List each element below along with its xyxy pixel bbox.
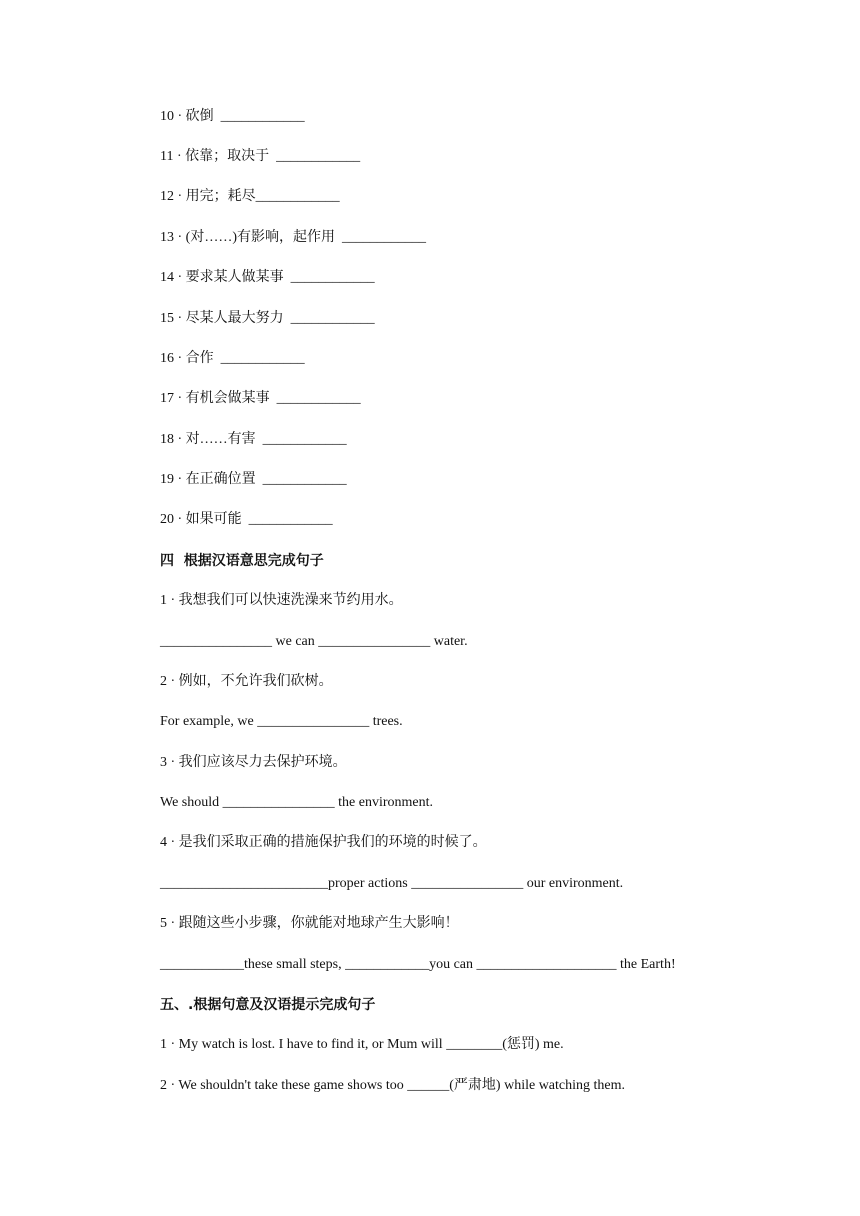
s4-item-3-chinese: 3 · 我们应该尽力去保护环境。 — [160, 755, 347, 770]
s4-item-4-chinese: 4 · 是我们采取正确的措施保护我们的环境的时候了。 — [160, 835, 487, 850]
vocab-item-12: 12 · 用完；耗尽____________ — [160, 189, 340, 204]
s4-item-2-chinese: 2 · 例如，不允许我们砍树。 — [160, 674, 333, 689]
vocab-item-15: 15 · 尽某人最大努力 ____________ — [160, 311, 375, 326]
vocab-item-14: 14 · 要求某人做某事 ____________ — [160, 270, 375, 285]
s5-item-1: 1 · My watch is lost. I have to find it, or Mum will ________(惩罚) me. — [160, 1037, 564, 1052]
s4-item-2-english: For example, we ________________ trees. — [160, 714, 403, 729]
s4-item-4-english: ________________________proper actions ________________ our environment. — [160, 876, 624, 891]
section-4-heading: 四 根据汉语意思完成句子 — [160, 553, 324, 569]
vocab-item-19: 19 · 在正确位置 ____________ — [160, 472, 347, 487]
vocab-item-11: 11 · 依靠；取决于 ____________ — [160, 149, 361, 164]
s4-item-5-english: ____________these small steps, ____________you can ____________________ the Earth! — [160, 957, 676, 972]
vocab-item-18: 18 · 对……有害 ____________ — [160, 432, 347, 447]
s4-item-3-english: We should ________________ the environment. — [160, 795, 434, 810]
vocab-item-10: 10 · 砍倒 ____________ — [160, 109, 305, 124]
section-5-heading: 五、.根据句意及汉语提示完成句子 — [160, 997, 376, 1013]
vocab-item-17: 17 · 有机会做某事 ____________ — [160, 391, 361, 406]
vocab-item-20: 20 · 如果可能 ____________ — [160, 512, 333, 527]
s4-item-1-chinese: 1 · 我想我们可以快速洗澡来节约用水。 — [160, 593, 403, 608]
vocab-item-16: 16 · 合作 ____________ — [160, 351, 305, 366]
s4-item-1-english: ________________ we can ________________ water. — [160, 634, 468, 649]
s5-item-2: 2 · We shouldn't take these game shows too ______(严肃地) while watching them. — [160, 1078, 626, 1093]
vocab-item-13: 13 · (对……)有影响，起作用 ____________ — [160, 230, 426, 245]
s4-item-5-chinese: 5 · 跟随这些小步骤，你就能对地球产生大影响！ — [160, 916, 459, 931]
